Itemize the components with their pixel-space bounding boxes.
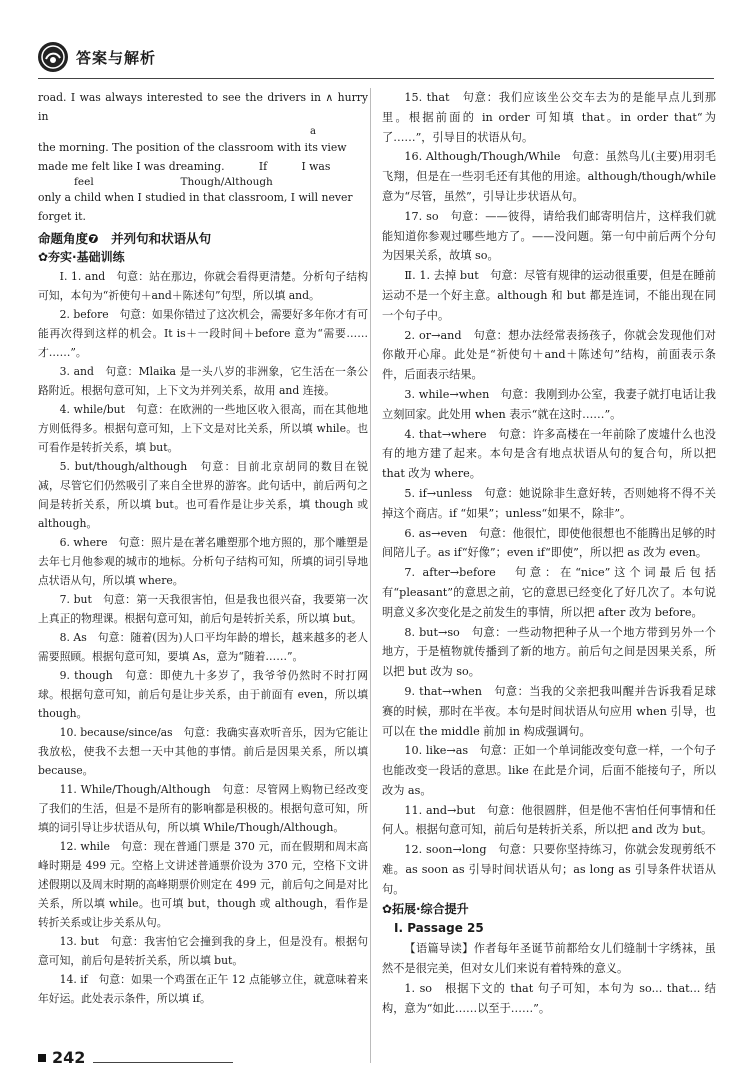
answer-entry: Ⅱ. 1. 去掉 but 句意：尽管有规律的运动很重要，但是在睡前运动不是一个好主意。although 和 but 都是连词，不能出现在同一个句子中。 (382, 269, 716, 322)
answer-entry: 10. like→as 句意：正如一个单词能改变句意一样，一个句子也能改变一段话的意思。like 在此是介词，后面不能接句子，所以改为 as。 (382, 744, 716, 797)
intro-line: forget it. (38, 210, 86, 223)
answer-entry: 5. if→unless 句意：她说除非生意好转，否则她将不得不关掉这个商店。if “如果”；unless“如果不，除非”。 (382, 486, 716, 520)
answer-entry: 10. because/since/as 句意：我确实喜欢听音乐，因为它能让我放松，使我不去想一天中其他的事情。前后是因果关系，所以填 because。 (38, 726, 368, 777)
answer-entry: 17. so 句意：——彼得，请给我们邮寄明信片，这样我们就能知道你参观过哪些地方了。——没问题。第一句中前后两个分句为因果关系，故填 so。 (382, 209, 716, 263)
intro-line: only a child when I studied in that classroom, I will never (38, 191, 353, 204)
intro-correction: feel Though/Although (74, 176, 273, 188)
answer-entry: 6. as→even 句意：他很忙，即使他很想也不能腾出足够的时间陪儿子。as if“好像”；even if“即使”，所以把 as 改为 even。 (382, 526, 716, 560)
answer-entry: 16. Although/Though/While 句意：虽然鸟儿(主要)用羽毛飞翔，但是在一些羽毛还有其他的用途。although/though/while 意为“尽管，虽然”，引导让步状语从句。 (382, 150, 716, 203)
answer-entry: 3. while→when 句意：我刚到办公室，我妻子就打电话让我立刻回家。此处用 when 表示“就在这时……”。 (382, 387, 716, 421)
answer-entry: 11. and→but 句意：他很圆胖，但是他不害怕任何事情和任何人。根据句意可知，前后句是转折关系，所以把 and 改为 but。 (382, 803, 716, 837)
answer-entry: 7. but 句意：第一天我很害怕，但是我也很兴奋，我要第一次上真正的物理课。根据句意可知，前后句是转折关系，所以填 but。 (38, 593, 368, 625)
intro-correction: a (310, 126, 316, 137)
intro-line: made me felt like I was dreaming. If I was (38, 160, 331, 173)
answer-entry: 4. that→where 句意：许多高楼在一年前除了废墟什么也没有的地方建了起来。本句是含有地点状语从句的复合句，所以把 that 改为 where。 (382, 427, 716, 481)
answer-entry: 15. that 句意：我们应该坐公交车去为的是能早点儿到那里。根据前面的 in order 可知填 that。in order that“为了……”，引导目的状语从句。 (382, 91, 716, 144)
intro-line: road. I was always interested to see the drivers in ∧ hurry in (38, 91, 368, 123)
header-title: 答案与解析 (76, 48, 157, 67)
answer-entry: 8. As 句意：随着(因为)人口平均年龄的增长，越来越多的老人需要照顾。根据句意可知，要填 As，意为“随着……”。 (38, 631, 368, 663)
answer-entry: 14. if 句意：如果一个鸡蛋在正午 12 点能够立住，就意味着来年好运。此处表示条件，所以填 if。 (38, 973, 368, 1005)
header-rule (38, 78, 714, 79)
answer-entry: 12. while 句意：现在普通门票是 370 元，而在假期和周末高峰时期是 499 元。空格上文讲述普通票价设为 370 元，空格下文讲述假期以及周末时期的高峰期票价则定在 499 元，前后句之间是对比关系，所以填 while。也可填 but，though 或 although，看作是转折关系或让步关系从句。 (38, 840, 368, 929)
right-column (382, 88, 716, 1018)
page-header (38, 42, 156, 72)
footer-rule (93, 1062, 233, 1063)
answer-entry: 4. while/but 句意：在欧洲的一些地区收入很高，而在其他地方则低得多。根据句意可知，上下文是对比关系，所以填 while。也可看作是转折关系，填 but。 (38, 403, 368, 454)
answer-entry: 12. soon→long 句意：只要你坚持练习，你就会发现剪纸不难。as soon as 引导时间状语从句；as long as 引导条件状语从句。 (382, 843, 716, 896)
reading-guide: 【语篇导读】作者每年圣诞节前都给女儿们缝制十字绣袜，虽然不是很完美，但对女儿们来说有着特殊的意义。 (382, 942, 716, 976)
answer-entry: 6. where 句意：照片是在著名雕塑那个地方照的，那个雕塑是去年七月他参观的城市的地标。分析句子结构可知，所填的词引导地点状语从句，所以填 where。 (38, 536, 368, 587)
square-bullet-icon (38, 1054, 46, 1062)
answer-entry: 1. so 根据下文的 that 句子可知，本句为 so... that... 结构，意为“如此……以至于……”。 (382, 981, 716, 1015)
left-column (38, 88, 368, 1008)
intro-line: the morning. The position of the classroom with its view (38, 141, 347, 154)
answer-entry: 5. but/though/although 句意：目前北京胡同的数目在锐减，尽管它们仍然吸引了来自全世界的游客。此句话中，前后两句之间是转折关系，所以填 but。也可看作是让步关系，填 though 或 although。 (38, 460, 368, 530)
section-title: 命题角度❼ 并列句和状语从句 (38, 231, 212, 246)
subhead-basic: ✿夯实·基础训练 (38, 250, 125, 264)
answer-entry: 13. but 句意：我害怕它会撞到我的身上，但是没有。根据句意可知，前后句是转折关系，所以填 but。 (38, 935, 368, 967)
answer-entry: 8. but→so 句意：一些动物把种子从一个地方带到另外一个地方，于是植物就传播到了新的地方。前后句之间是因果关系，所以把 but 改为 so。 (382, 625, 716, 679)
passage-label: Ⅰ. Passage 25 (394, 921, 484, 936)
column-divider (370, 88, 371, 1063)
answer-entry: Ⅰ. 1. and 句意：站在那边，你就会看得更清楚。分析句子结构可知，本句为“祈使句＋and＋陈述句”句型，所以填 and。 (38, 270, 368, 302)
answer-entry: 9. though 句意：即使九十多岁了，我爷爷仍然时不时打网球。根据句意可知，前后句是让步关系，由于前面有 even，所以填 though。 (38, 669, 368, 720)
answer-entry: 2. or→and 句意：想办法经常表扬孩子，你就会发现他们对你敞开心扉。此处是“祈使句＋and＋陈述句”结构，前面表示条件，后面表示结果。 (382, 328, 716, 382)
answer-entry: 3. and 句意：Mlaika 是一头八岁的非洲象，它生活在一条公路附近。根据句意可知，上下文为并列关系，故用 and 连接。 (38, 365, 368, 397)
page-footer (38, 1048, 233, 1067)
answer-entry: 11. While/Though/Although 句意：尽管网上购物已经改变了我们的生活，但是不是所有的影响都是积极的。根据句意可知，所填的词引导让步状语从句，所以填 While/Though/Although。 (38, 783, 368, 834)
answer-entry: 7. after→before 句意：在“nice”这个词最后包括有“pleasant”的意思之前，它的意思已经变化了好几次了。本句说明意义多次变化是之前发生的事情，所以把 after 改为 before。 (382, 566, 716, 619)
answer-entry: 2. before 句意：如果你错过了这次机会，需要好多年你才有可能再次得到这样的机会。It is＋一段时间＋before 意为“需要……才……”。 (38, 308, 368, 359)
logo-icon (38, 42, 68, 72)
page-number: 242 (52, 1048, 86, 1067)
subhead-extension: ✿拓展·综合提升 (382, 901, 469, 916)
answer-entry: 9. that→when 句意：当我的父亲把我叫醒并告诉我看足球赛的时候，那时在半夜。本句是时间状语从句应用 when 引导，也可以在 the middle 前加 in 构成强调句。 (382, 684, 716, 738)
